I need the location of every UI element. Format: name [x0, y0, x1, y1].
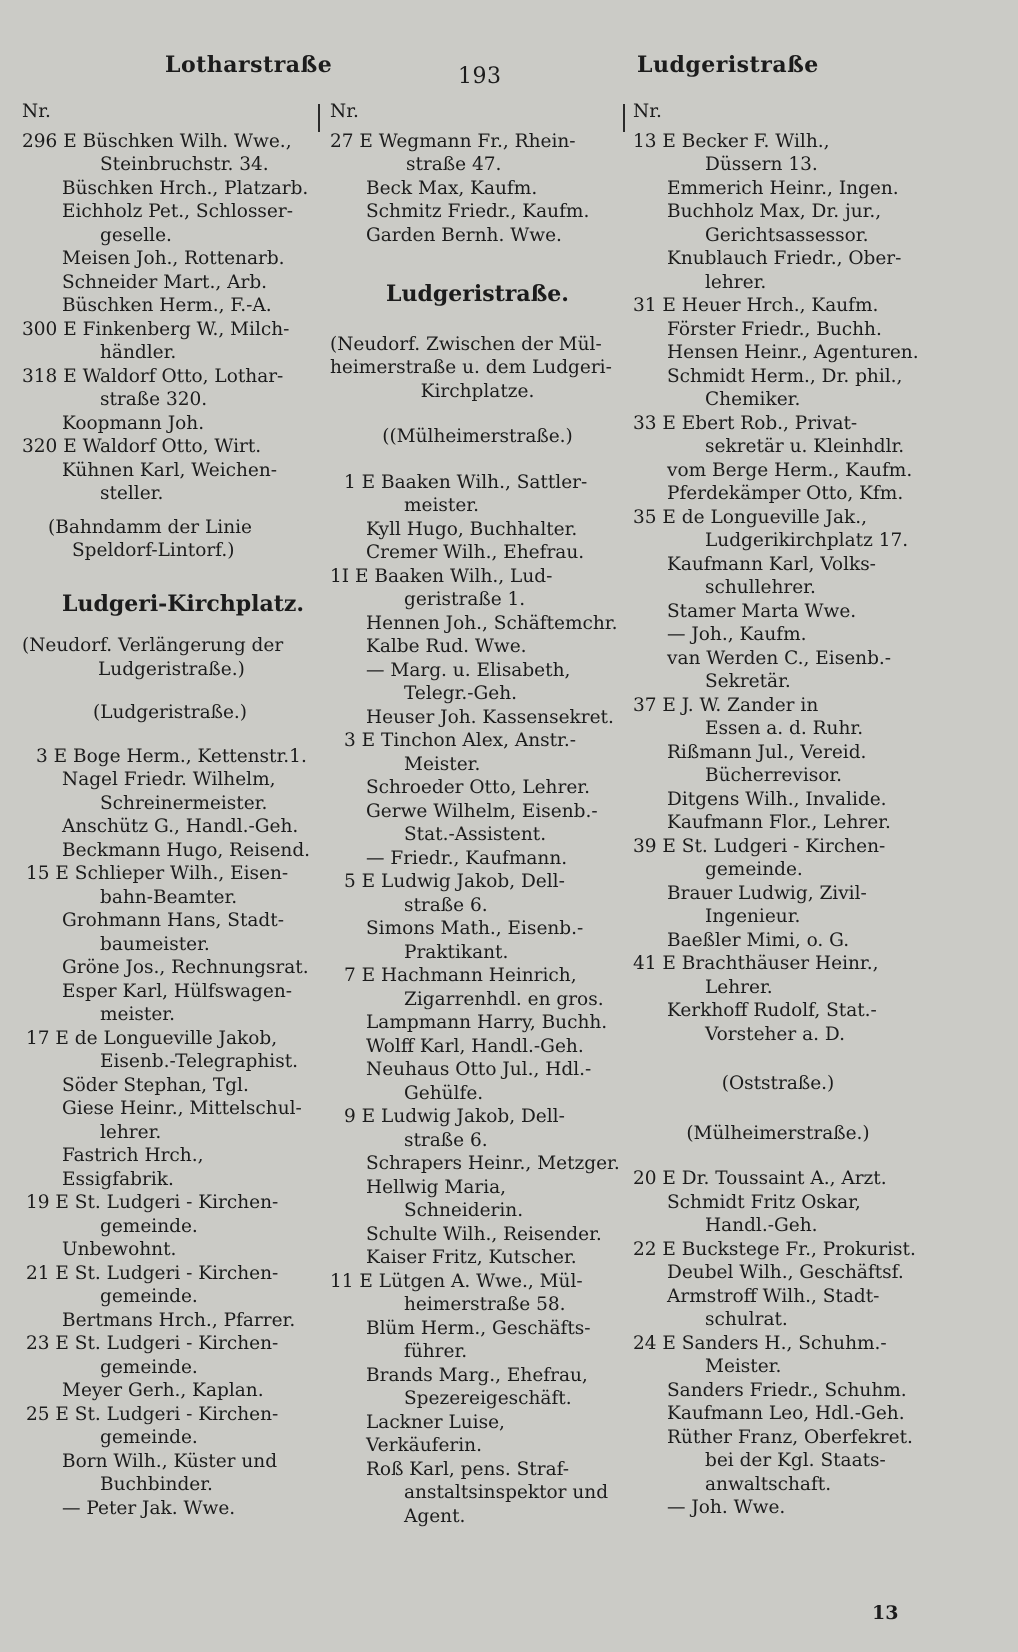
text-line: 296 E Büschken Wilh. Wwe.,	[22, 130, 292, 152]
text-line: gemeinde.	[100, 1427, 198, 1448]
text-line: Schneider Mart., Arb.	[62, 271, 268, 293]
text-line: Meisen Joh., Rottenarb.	[62, 248, 285, 269]
text-line: 25 E St. Ludgeri - Kirchen-	[26, 1403, 279, 1425]
text-line: lehrer.	[705, 271, 767, 293]
text-line: Ludgeristraße.)	[98, 658, 245, 680]
text-line: schullehrer.	[705, 577, 816, 598]
text-line: 41 E Brachthäuser Heinr.,	[633, 953, 879, 974]
nr-label: Nr.	[330, 101, 359, 122]
text-line: 17 E de Longueville Jakob,	[26, 1027, 278, 1049]
text-line: heimerstraße 58.	[404, 1294, 566, 1315]
text-line: Fastrich Hrch., Essigfabrik.	[62, 1145, 204, 1190]
text-line: (Oststraße.)	[721, 1073, 835, 1094]
text-line: lehrer.	[100, 1121, 162, 1143]
text-line: geselle.	[100, 224, 172, 246]
text-line: Schrapers Heinr., Metzger.	[366, 1153, 620, 1174]
text-line: Speldorf-Lintorf.)	[72, 540, 235, 561]
text-line: Büschken Herm., F.-A.	[62, 295, 272, 316]
text-line: 7 E Hachmann Heinrich,	[344, 965, 577, 986]
text-line: Pferdekämper Otto, Kfm.	[667, 483, 904, 504]
text-line: 318 E Waldorf Otto, Lothar-	[22, 365, 284, 387]
nr-label: Nr.	[22, 101, 51, 122]
text-line: Kühnen Karl, Weichen-	[62, 459, 278, 481]
text-line: schulrat.	[705, 1309, 788, 1330]
text-line: anwaltschaft.	[705, 1473, 832, 1495]
text-line: 3 E Tinchon Alex, Anstr.-	[344, 730, 576, 751]
text-line: Schmitz Friedr., Kaufm.	[366, 201, 590, 222]
text-line: 37 E J. W. Zander in	[633, 694, 819, 716]
text-line: Handl.-Geh.	[705, 1215, 818, 1236]
column-1	[22, 100, 318, 1520]
text-line: gemeinde.	[100, 1356, 198, 1378]
text-line: 21 E St. Ludgeri - Kirchen-	[26, 1262, 279, 1284]
text-line: Schmidt Herm., Dr. phil.,	[667, 365, 903, 387]
text-line: Ludgerikirchplatz 17.	[705, 530, 909, 551]
text-line: — Marg. u. Elisabeth,	[366, 659, 571, 681]
text-line: Roß Karl, pens. Straf-	[366, 1458, 570, 1480]
text-line: Kaiser Fritz, Kutscher.	[366, 1247, 577, 1268]
text-line: Esper Karl, Hülfswagen-	[62, 980, 293, 1002]
text-line: Brauer Ludwig, Zivil-	[667, 882, 867, 904]
text-line: Ditgens Wilh., Invalide.	[667, 788, 887, 810]
text-line: 13 E Becker F. Wilh.,	[633, 130, 830, 152]
text-line: (Ludgeristraße.)	[92, 702, 248, 723]
text-line: Förster Friedr., Buchh.	[667, 318, 882, 340]
text-line: van Werden C., Eisenb.-	[667, 647, 892, 669]
column-divider	[318, 104, 320, 132]
header-right-street: Ludgeristraße	[637, 52, 819, 78]
text-line: Garden Bernh. Wwe.	[366, 224, 562, 246]
text-line: Meister.	[404, 753, 481, 775]
header-left-street: Lotharstraße	[165, 52, 333, 78]
text-line: Schulte Wilh., Reisender.	[366, 1223, 602, 1245]
text-line: Schneiderin.	[404, 1200, 524, 1221]
text-line: straße 320.	[100, 389, 208, 410]
text-line: baumeister.	[100, 933, 210, 955]
text-line: Kerkhoff Rudolf, Stat.-	[667, 1000, 877, 1021]
nr-label: Nr.	[633, 101, 662, 122]
text-line: 39 E St. Ludgeri - Kirchen-	[633, 835, 886, 857]
text-line: gemeinde.	[705, 859, 803, 880]
text-line: Sekretär.	[705, 671, 791, 692]
text-line: meister.	[404, 495, 479, 516]
text-line: Armstroff Wilh., Stadt-	[667, 1285, 880, 1307]
text-line: Rißmann Jul., Vereid.	[667, 741, 867, 763]
text-line: Deubel Wilh., Geschäftsf.	[667, 1262, 904, 1283]
text-line: sekretär u. Kleinhdlr.	[705, 436, 905, 457]
text-line: Unbewohnt.	[62, 1239, 177, 1260]
text-line: Meyer Gerh., Kaplan.	[62, 1380, 264, 1401]
text-line: straße 6.	[404, 1129, 488, 1151]
text-line: Koopmann Joh.	[62, 412, 205, 434]
text-line: 19 E St. Ludgeri - Kirchen-	[26, 1192, 279, 1213]
text-line: 22 E Buckstege Fr., Prokurist.	[633, 1238, 916, 1260]
text-line: (Bahndamm der Linie	[48, 516, 253, 538]
text-line: Sanders Friedr., Schuhm.	[667, 1379, 907, 1401]
text-line: Gröne Jos., Rechnungsrat.	[62, 957, 309, 978]
text-line: vom Berge Herm., Kaufm.	[667, 459, 913, 481]
text-line: Gerwe Wilhelm, Eisenb.-	[366, 800, 598, 822]
text-line: Kaufmann Flor., Lehrer.	[667, 812, 891, 833]
text-line: Kalbe Rud. Wwe.	[366, 636, 527, 657]
text-line: — Friedr., Kaufmann.	[366, 847, 568, 869]
text-line: Cremer Wilh., Ehefrau.	[366, 542, 585, 563]
text-line: meister.	[100, 1004, 175, 1025]
text-line: — Joh. Wwe.	[667, 1497, 786, 1518]
text-line: heimerstraße u. dem Ludgeri-	[330, 357, 612, 378]
text-line: bei der Kgl. Staats-	[705, 1450, 886, 1471]
text-line: (Mülheimerstraße.)	[686, 1122, 870, 1144]
column-2	[330, 100, 625, 1528]
text-line: Born Wilh., Küster und	[62, 1450, 278, 1472]
text-line: steller.	[100, 483, 164, 504]
text-line: ((Mülheimerstraße.)	[382, 426, 573, 447]
text-line: Bertmans Hrch., Pfarrer.	[62, 1309, 296, 1331]
text-line: Heuser Joh. Kassensekret.	[366, 706, 614, 728]
section-title: Ludgeristraße.	[386, 281, 569, 307]
text-line: (Neudorf. Verlängerung der	[22, 635, 284, 656]
text-line: Eisenb.-Telegraphist.	[100, 1051, 299, 1072]
text-line: — Peter Jak. Wwe.	[62, 1497, 236, 1519]
text-line: Agent.	[404, 1505, 466, 1527]
page-number: 193	[458, 64, 502, 89]
text-line: Neuhaus Otto Jul., Hdl.-	[366, 1059, 592, 1080]
text-line: Buchbinder.	[100, 1474, 213, 1495]
text-line: Kirchplatze.	[420, 380, 535, 402]
text-line: Spezereigeschäft.	[404, 1388, 572, 1409]
text-line: 1 E Baaken Wilh., Sattler-	[344, 471, 588, 493]
text-line: Hennen Joh., Schäftemchr.	[366, 612, 618, 634]
text-line: Grohmann Hans, Stadt-	[62, 910, 284, 931]
text-line: Schmidt Fritz Oskar,	[667, 1191, 861, 1213]
text-line: Hensen Heinr., Agenturen.	[667, 342, 919, 363]
text-line: Schreinermeister.	[100, 792, 268, 814]
text-line: Bücherrevisor.	[705, 765, 843, 786]
text-line: Beckmann Hugo, Reisend.	[62, 839, 311, 861]
text-line: Kaufmann Leo, Hdl.-Geh.	[667, 1403, 905, 1424]
text-line: Lehrer.	[705, 976, 773, 998]
text-line: gemeinde.	[100, 1286, 198, 1307]
text-line: Rüther Franz, Oberfekret.	[667, 1426, 913, 1448]
text-line: Nagel Friedr. Wilhelm,	[62, 769, 276, 790]
text-line: Stamer Marta Wwe.	[667, 600, 857, 622]
text-line: straße 47.	[406, 154, 502, 175]
text-line: Büschken Hrch., Platzarb.	[62, 177, 309, 199]
text-line: 5 E Ludwig Jakob, Dell-	[344, 871, 565, 892]
text-line: Söder Stephan, Tgl.	[62, 1074, 249, 1096]
text-line: Essen a. d. Ruhr.	[705, 718, 864, 739]
text-line: Schroeder Otto, Lehrer.	[366, 777, 590, 798]
text-line: Buchholz Max, Dr. jur.,	[667, 201, 882, 222]
text-line: Kaufmann Karl, Volks-	[667, 553, 876, 575]
text-line: Meister.	[705, 1356, 782, 1377]
text-line: 320 E Waldorf Otto, Wirt.	[22, 436, 262, 457]
text-line: Praktikant.	[404, 941, 509, 963]
text-line: 27 E Wegmann Fr., Rhein-	[330, 130, 576, 152]
text-line: führer.	[404, 1341, 468, 1362]
text-line: Lampmann Harry, Buchh.	[366, 1012, 608, 1033]
text-line: Düssern 13.	[705, 154, 818, 175]
text-line: 15 E Schlieper Wilh., Eisen-	[26, 863, 289, 884]
column-3	[633, 100, 923, 1520]
text-line: händler.	[100, 342, 177, 363]
text-line: Chemiker.	[705, 389, 801, 410]
text-line: Telegr.-Geh.	[404, 683, 518, 704]
text-line: Gerichtsassessor.	[705, 224, 869, 246]
text-line: 11 E Lütgen A. Wwe., Mül-	[330, 1270, 583, 1292]
text-line: bahn-Beamter.	[100, 886, 238, 908]
text-line: anstaltsinspektor und	[404, 1482, 609, 1503]
text-line: Wolff Karl, Handl.-Geh.	[366, 1035, 584, 1057]
text-line: 20 E Dr. Toussaint A., Arzt.	[633, 1168, 887, 1189]
text-line: 31 E Heuer Hrch., Kaufm.	[633, 295, 879, 316]
text-line: Brands Marg., Ehefrau,	[366, 1364, 588, 1386]
printer-signature: 13	[872, 1602, 899, 1624]
text-line: (Neudorf. Zwischen der Mül-	[330, 333, 602, 355]
text-line: Stat.-Assistent.	[404, 824, 547, 845]
text-line: Eichholz Pet., Schlosser-	[62, 201, 293, 222]
text-line: Hellwig Maria,	[366, 1176, 507, 1198]
text-line: 24 E Sanders H., Schuhm.-	[633, 1332, 887, 1354]
text-line: Zigarrenhdl. en gros.	[404, 988, 604, 1010]
text-line: Vorsteher a. D.	[705, 1023, 845, 1045]
text-line: 9 E Ludwig Jakob, Dell-	[344, 1106, 565, 1127]
text-line: Giese Heinr., Mittelschul-	[62, 1098, 302, 1119]
text-line: — Joh., Kaufm.	[667, 624, 807, 645]
text-line: Anschütz G., Handl.-Geh.	[62, 816, 299, 837]
text-line: Emmerich Heinr., Ingen.	[667, 177, 899, 199]
text-line: straße 6.	[404, 894, 488, 916]
text-line: Simons Math., Eisenb.-	[366, 918, 584, 939]
text-line: Blüm Herm., Geschäfts-	[366, 1317, 591, 1339]
text-line: 3 E Boge Herm., Kettenstr.1.	[36, 745, 307, 767]
text-line: 1I E Baaken Wilh., Lud-	[330, 565, 553, 587]
text-line: Lackner Luise, Verkäuferin.	[366, 1411, 505, 1456]
text-line: Beck Max, Kaufm.	[366, 177, 538, 199]
text-line: Steinbruchstr. 34.	[100, 154, 269, 175]
text-line: geristraße 1.	[404, 589, 526, 610]
text-line: 23 E St. Ludgeri - Kirchen-	[26, 1333, 279, 1354]
text-line: Ingenieur.	[705, 906, 801, 927]
text-line: 33 E Ebert Rob., Privat-	[633, 412, 858, 434]
section-title: Ludgeri-Kirchplatz.	[62, 590, 305, 617]
text-line: 35 E de Longueville Jak.,	[633, 506, 867, 528]
text-line: Kyll Hugo, Buchhalter.	[366, 518, 578, 540]
text-line: Knublauch Friedr., Ober-	[667, 248, 902, 269]
text-line: gemeinde.	[100, 1215, 198, 1237]
text-line: 300 E Finkenberg W., Milch-	[22, 318, 290, 340]
text-line: Baeßler Mimi, o. G.	[667, 929, 850, 951]
text-line: Gehülfe.	[404, 1082, 484, 1104]
